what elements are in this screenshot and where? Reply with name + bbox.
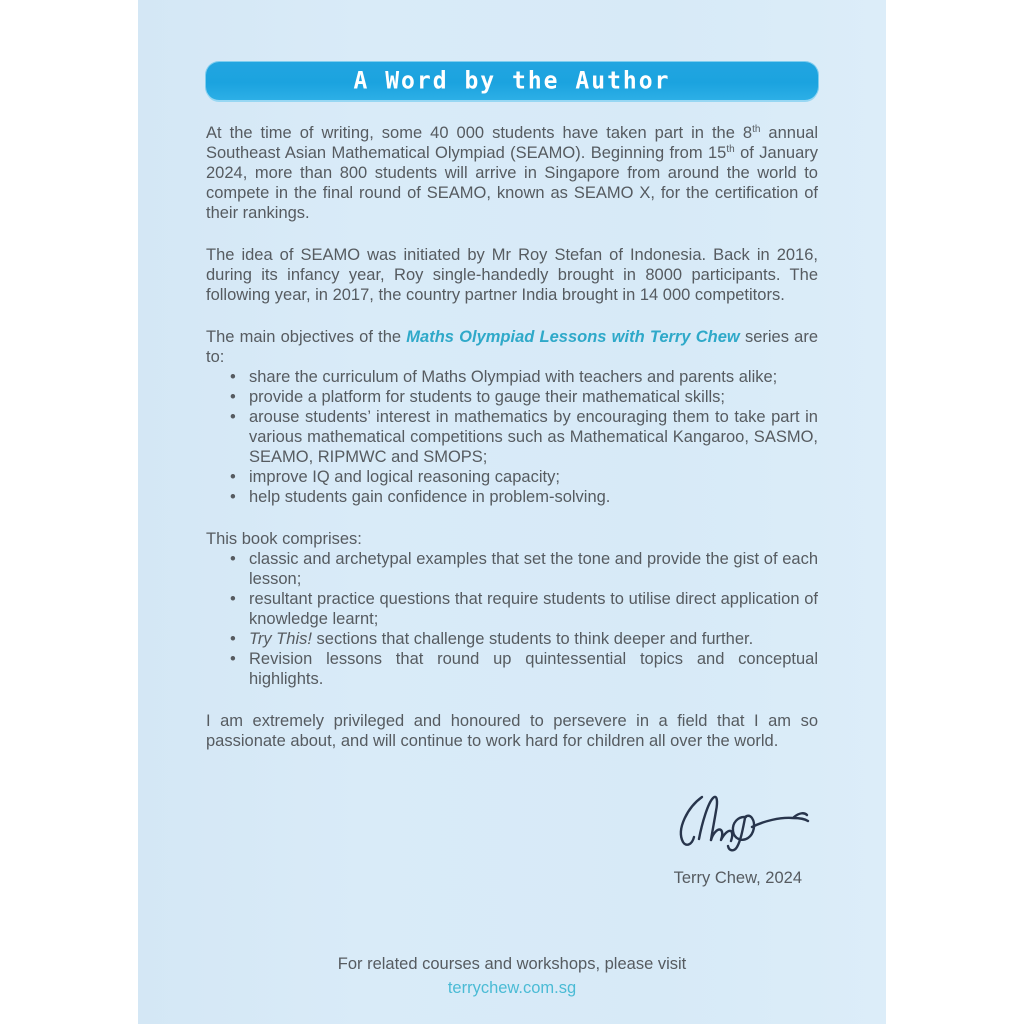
text-segment: annual Southeast Asian Mathematical Olympiad (SEAMO). Beginning from 15 xyxy=(206,124,818,162)
list-item: • classic and archetypal examples that set the tone and provide the gist of each lesson; xyxy=(230,549,818,589)
history-paragraph: The idea of SEAMO was initiated by Mr Roy Stefan of Indonesia. Back in 2016, during its infancy year, Roy single-handedly brought in 8000 participants. The following year, in 2017, the country partner India brought in 14 000 competitors. xyxy=(206,246,818,304)
footer-url: terrychew.com.sg xyxy=(447,979,577,997)
list-item: • improve IQ and logical reasoning capacity; xyxy=(230,467,818,487)
text-segment: sections that challenge students to think deeper and further. xyxy=(311,630,754,648)
text-segment: series are to: xyxy=(206,328,819,366)
comprises-heading: This book comprises: xyxy=(206,530,362,548)
signoff-name: Terry Chew, 2024 xyxy=(673,869,802,887)
page-content xyxy=(206,0,818,1000)
text-segment: of January 2024, more than 800 students will arrive in Singapore from around the world to compete in the final round of SEAMO, known as SEAMO X, for the certification of their rankings. xyxy=(206,144,818,222)
objectives-paragraph xyxy=(206,327,818,367)
list-item: • share the curriculum of Maths Olympiad with teachers and parents alike; xyxy=(230,367,818,387)
footer-text: For related courses and workshops, please visit xyxy=(337,955,687,973)
text-segment: The main objectives of the xyxy=(206,328,407,346)
list-item: • resultant practice questions that require students to utilise direct application of knowledge learnt; xyxy=(230,589,818,629)
list-item: • help students gain confidence in problem-solving. xyxy=(230,487,818,507)
comprises-list xyxy=(206,549,818,689)
objectives-list xyxy=(206,367,818,507)
book-page xyxy=(138,0,886,1024)
ordinal-superscript: th xyxy=(726,144,735,155)
list-item: • provide a platform for students to gauge their mathematical skills; xyxy=(230,387,818,407)
closing-paragraph: I am extremely privileged and honoured to persevere in a field that I am so passionate about, and will continue to work hard for children all over the world. xyxy=(206,712,818,750)
ordinal-superscript: th xyxy=(752,124,761,135)
try-this-label: Try This! xyxy=(249,630,312,648)
series-title: Maths Olympiad Lessons with Terry Chew xyxy=(406,328,740,346)
footer xyxy=(206,952,818,1000)
list-item: • Revision lessons that round up quintessential topics and conceptual highlights. xyxy=(230,649,818,689)
section-title-banner xyxy=(206,62,818,100)
list-item xyxy=(230,629,818,649)
list-item: • arouse students’ interest in mathematics by encouraging them to take part in various mathematical competitions such as Mathematical Kangaroo, SASMO, SEAMO, RIPMWC and SMOPS; xyxy=(230,407,818,467)
intro-paragraph xyxy=(206,123,818,223)
author-signature xyxy=(666,785,816,865)
text-segment: At the time of writing, some 40 000 students have taken part in the 8 xyxy=(206,124,753,142)
signature-block xyxy=(206,785,818,888)
page-title: A Word by the Author xyxy=(353,67,671,95)
